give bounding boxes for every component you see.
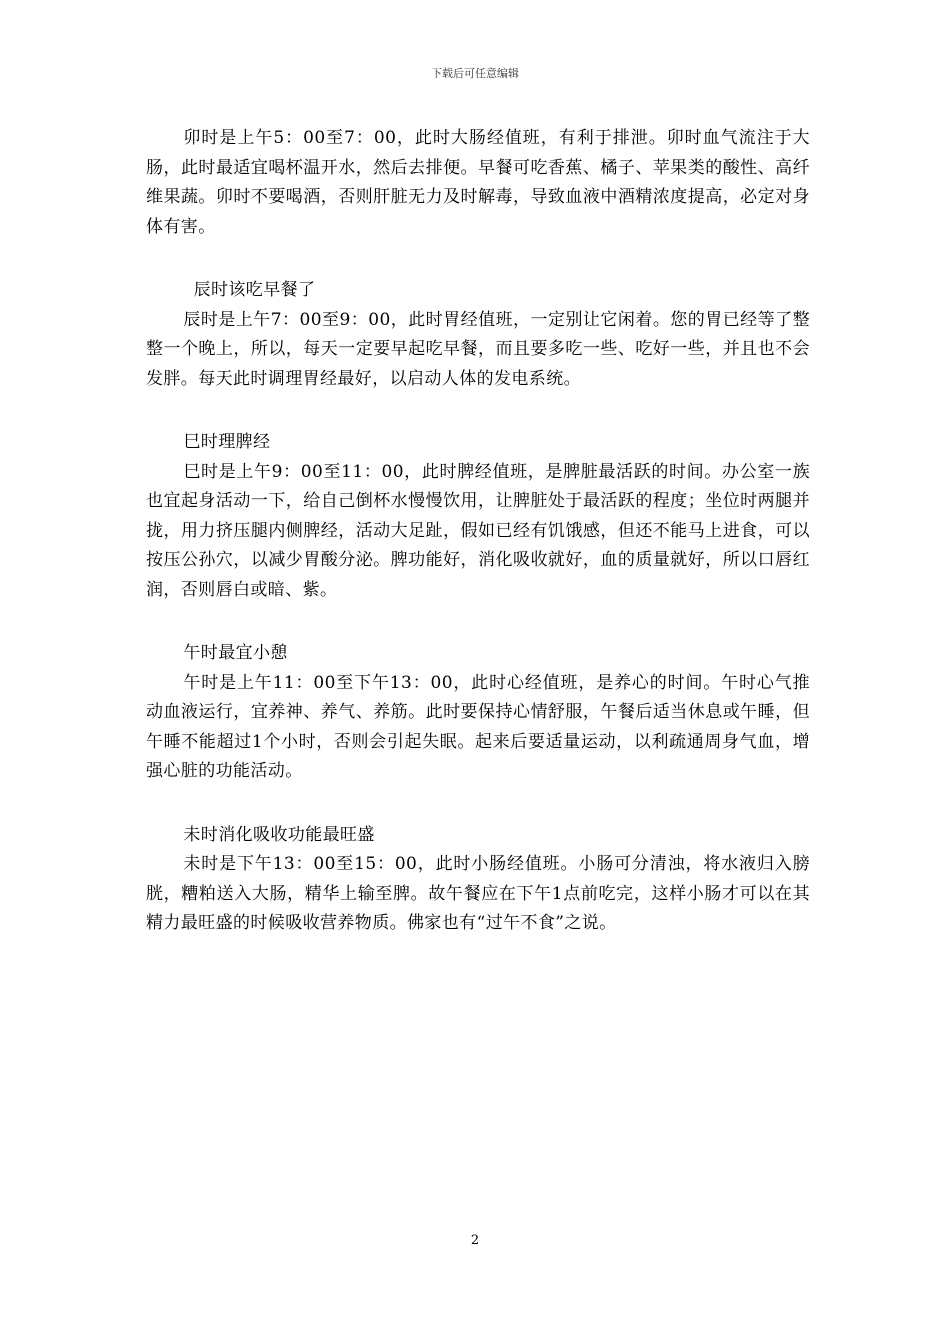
document-body bbox=[146, 124, 810, 939]
paragraph-wu: 午时是上午11：00至下午13：00，此时心经值班，是养心的时间。午时心气推动血液运行，宜养神、养气、养筋。此时要保持心情舒服，午餐后适当休息或午睡，但午睡不能超过1个小时，否则会引起失眠。起来后要适量运动，以利疏通周身气血，增强心脏的功能活动。 bbox=[146, 672, 810, 781]
paragraph-mao: 卯时是上午5：00至7：00，此时大肠经值班，有利于排泄。卯时血气流注于大肠，此时最适宜喝杯温开水，然后去排便。早餐可吃香蕉、橘子、苹果类的酸性、高纤维果蔬。卯时不要喝酒，否则肝脏无力及时解毒，导致血液中酒精浓度提高，必定对身体有害。 bbox=[146, 128, 810, 237]
section-heading-si: 巳时理脾经 bbox=[183, 432, 271, 452]
section-heading-chen: 辰时该吃早餐了 bbox=[193, 280, 316, 300]
page-header: 下载后可任意编辑 bbox=[431, 67, 519, 80]
paragraph-wei: 未时是下午13：00至15：00，此时小肠经值班。小肠可分清浊，将水液归入膀胱，糟粕送入大肠，精华上输至脾。故午餐应在下午1点前吃完，这样小肠才可以在其精力最旺盛的时候吸收营养物质。佛家也有“过午不食”之说。 bbox=[146, 854, 810, 933]
paragraph-chen: 辰时是上午7：00至9：00，此时胃经值班，一定别让它闲着。您的胃已经等了整整一个晚上，所以，每天一定要早起吃早餐，而且要多吃一些、吃好一些，并且也不会发胖。每天此时调理胃经最好，以启动人体的发电系统。 bbox=[146, 309, 810, 389]
section-heading-wu: 午时最宜小憩 bbox=[183, 643, 288, 663]
page-number: 2 bbox=[470, 1233, 480, 1248]
section-heading-wei: 未时消化吸收功能最旺盛 bbox=[183, 824, 375, 845]
paragraph-si: 巳时是上午9：00至11：00，此时脾经值班，是脾脏最活跃的时间。办公室一族也宜起身活动一下，给自己倒杯水慢慢饮用，让脾脏处于最活跃的程度；坐位时两腿并拢，用力挤压腿内侧脾经，活动大足趾，假如已经有饥饿感，但还不能马上进食，可以按压公孙穴，以减少胃酸分泌。脾功能好，消化吸收就好，血的质量就好，所以口唇红润，否则唇白或暗、紫。 bbox=[146, 461, 810, 600]
